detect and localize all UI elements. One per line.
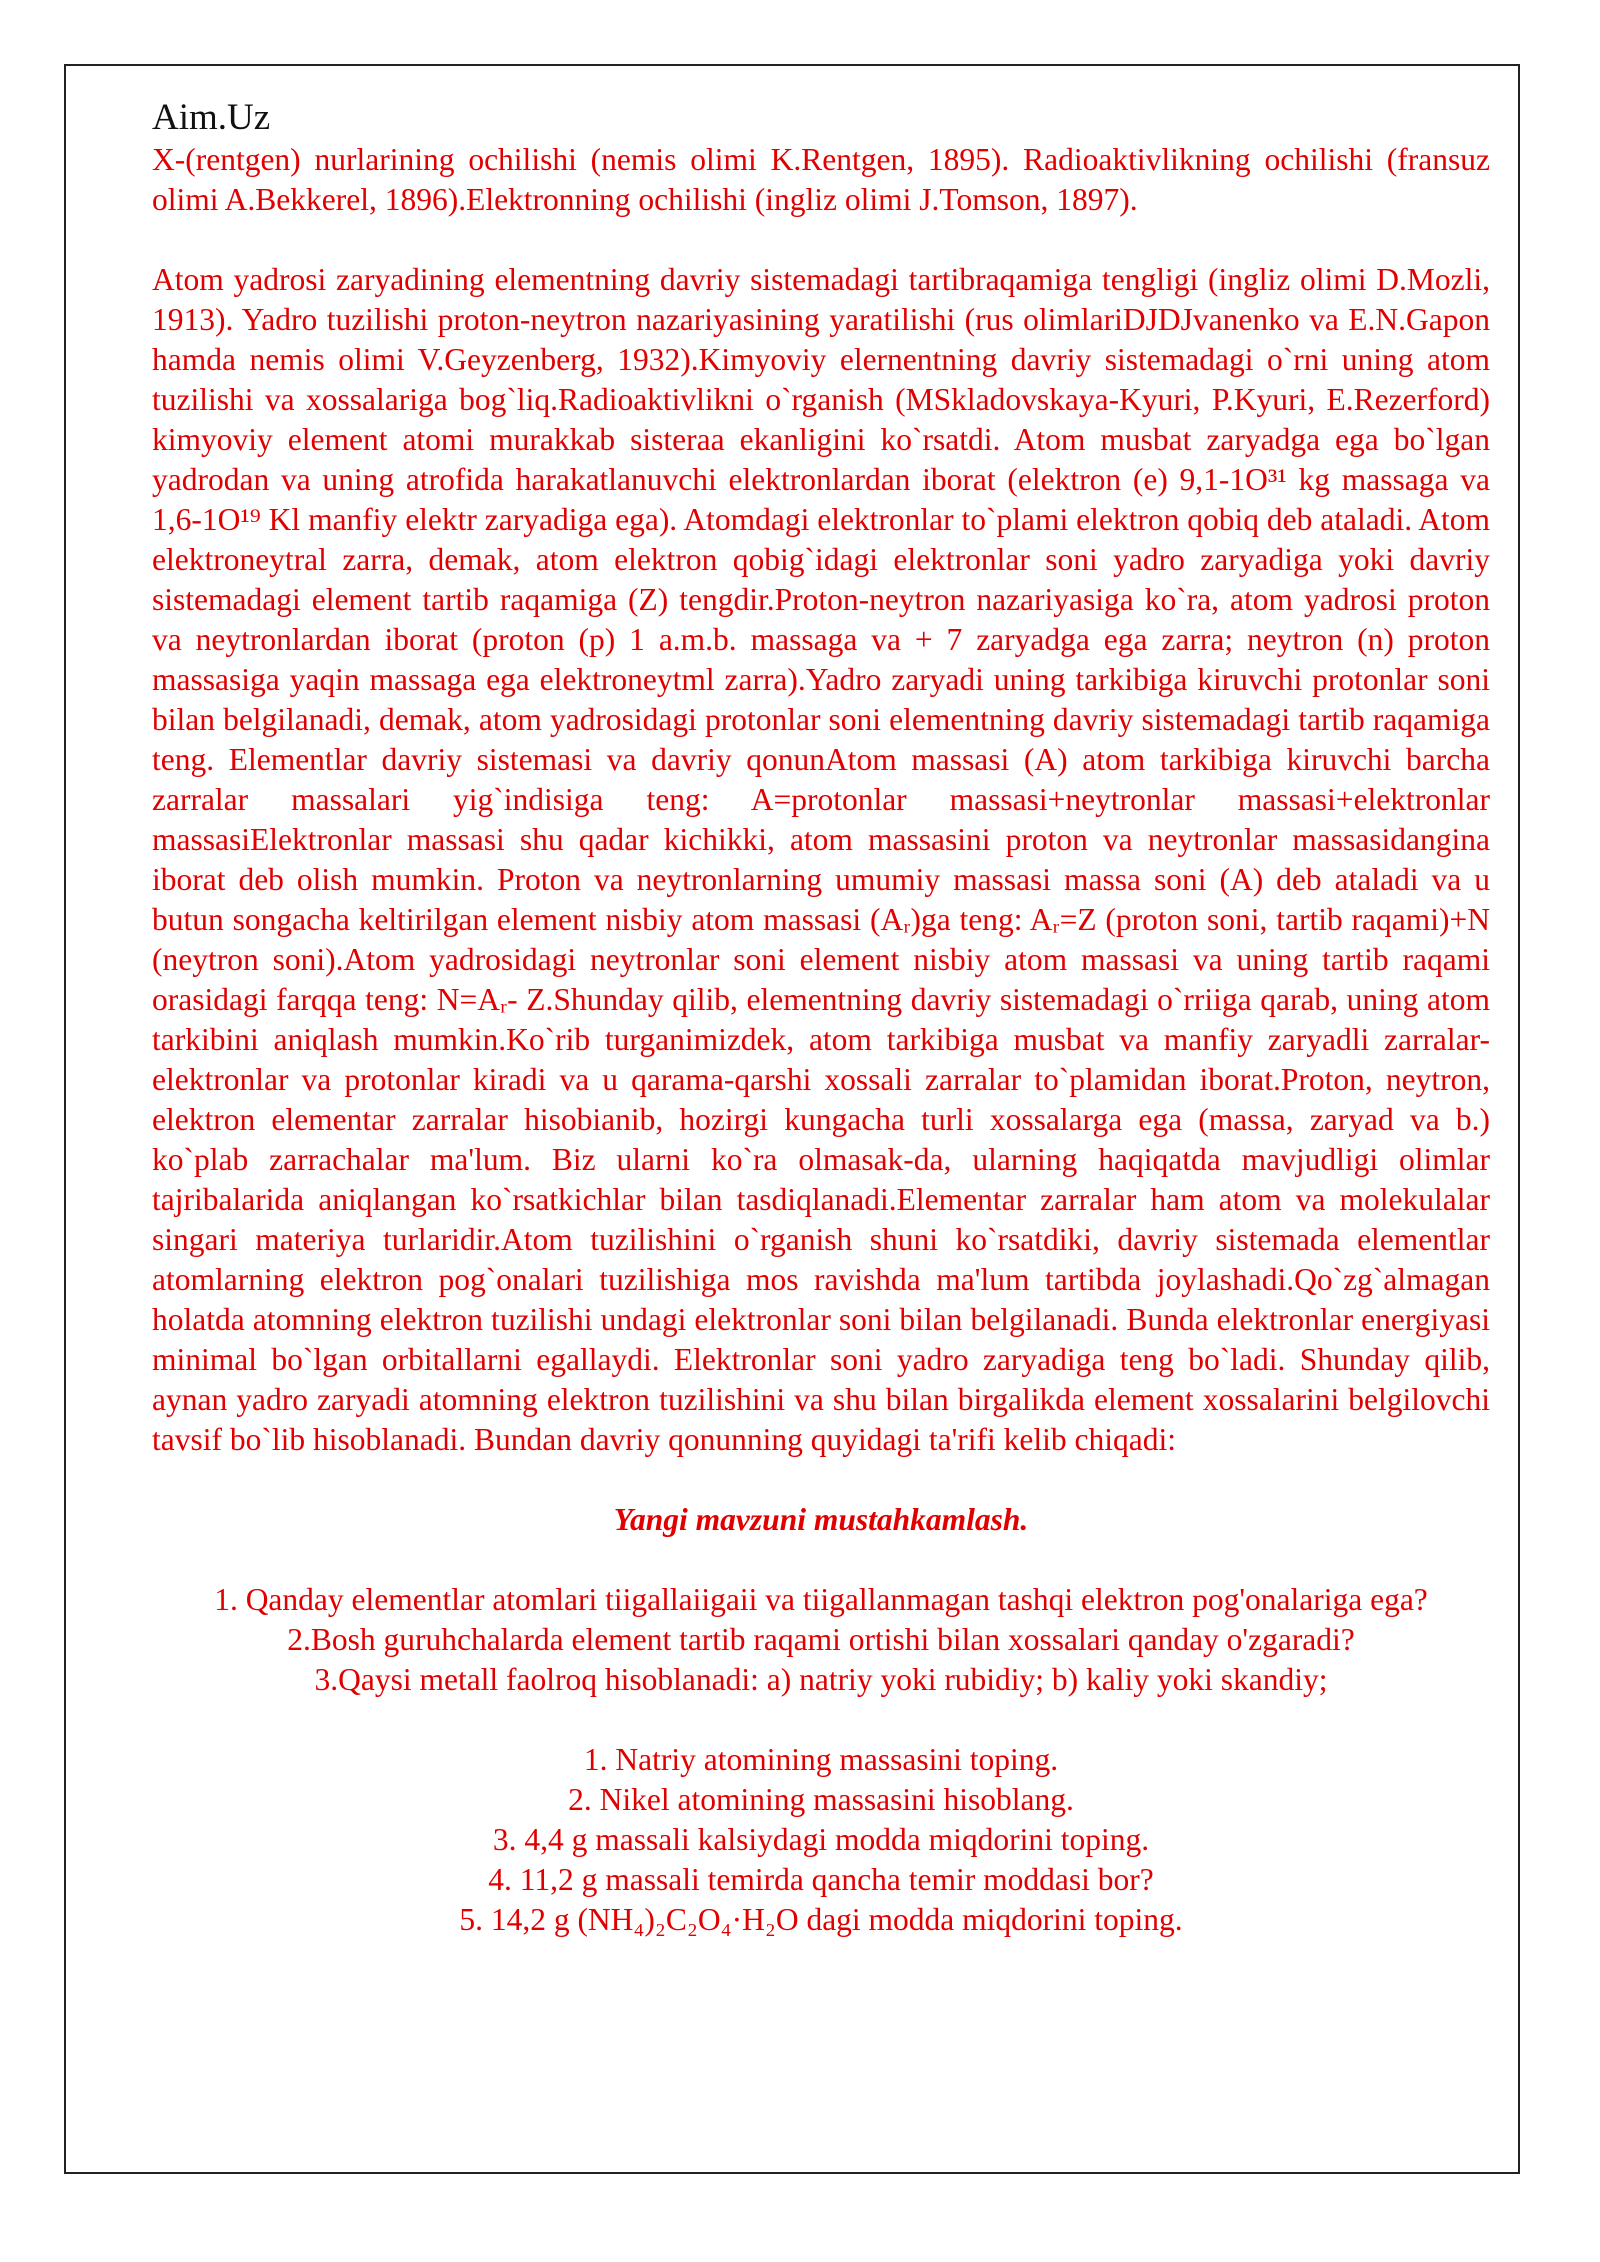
task-item: 5. 14,2 g (NH₄)₂C₂O₄·H₂O dagi modda miqdorini toping. — [459, 1902, 1183, 1937]
site-header: Aim.Uz — [152, 97, 271, 138]
question-item: 1. Qanday elementlar atomlari tiigallaiigaii va tiigallanmagan tashqi elektron pog'onalariga ega? — [214, 1582, 1428, 1617]
document-body — [152, 96, 1490, 1940]
main-paragraph: Atom yadrosi zaryadining elementning davriy sistemadagi tartibraqamiga tengligi (ingliz olimi D.Mozli, 1913). Yadro tuzilishi proton-neytron nazariyasining yaratilishi (rus olimlariDJDJvanenko va E.N.Gapon hamda nemis olimi V.Geyzenberg, 1932).Kimyoviy elernentning davriy sistemadagi o`rni uning atom tuzilishi va xossalariga bog`liq.Radioaktivlikni o`rganish (MSkladovskaya-Kyuri, P.Kyuri, E.Rezerford) kimyoviy element atomi murakkab sisteraa ekanligini ko`rsatdi. Atom musbat zaryadga ega bo`lgan yadrodan va uning atrofida harakatlanuvchi elektronlardan iborat (elektron (e) 9,1-1O³¹ kg massaga va 1,6-1O¹⁹ Kl manfiy elektr zaryadiga ega). Atomdagi elektronlar to`plami elektron qobiq deb ataladi. Atom elektroneytral zarra, demak, atom elektron qobig`idagi elektronlar soni yadro zaryadiga yoki davriy sistemadagi element tartib raqamiga (Z) tengdir.Proton-neytron nazariyasiga ko`ra, atom yadrosi proton va neytronlardan iborat (proton (p) 1 a.m.b. massaga va + 7 zaryadga ega zarra; neytron (n) proton massasiga yaqin massaga ega elektroneytml zarra).Yadro zaryadi uning tarkibiga kiruvchi protonlar soni bilan belgilanadi, demak, atom yadrosidagi protonlar soni elementning davriy sistemadagi tartib raqamiga teng. Elementlar davriy sistemasi va davriy qonunAtom massasi (A) atom tarkibiga kiruvchi barcha zarralar massalari yig`indisiga teng: A=protonlar massasi+neytronlar massasi+elektronlar massasiElektronlar massasi shu qadar kichikki, atom massasini proton va neytronlar massasidangina iborat deb olish mumkin. Proton va neytronlarning umumiy massasi massa soni (A) deb ataladi va u butun songacha keltirilgan element nisbiy atom massasi (Aᵣ)ga teng: Aᵣ=Z (proton soni, tartib raqami)+N (neytron soni).Atom yadrosidagi neytronlar soni element nisbiy atom massasi va uning tartib raqami orasidagi farqqa teng: N=Aᵣ- Z.Shunday qilib, elementning davriy sistemadagi o`rriiga qarab, uning atom tarkibini aniqlash mumkin.Ko`rib turganimizdek, atom tarkibiga musbat va manfiy zaryadli zarralar-elektronlar va protonlar kiradi va u qarama-qarshi xossali zarralar to`plamidan iborat.Proton, neytron, elektron elementar zarralar hisobianib, hozirgi kungacha turli xossalarga ega (massa, zaryad va b.) ko`plab zarrachalar ma'lum. Biz ularni ko`ra olmasak-da, ularning haqiqatda mavjudligi olimlar tajribalarida aniqlangan ko`rsatkichlar bilan tasdiqlanadi.Elementar zarralar ham atom va molekulalar singari materiya turlaridir.Atom tuzilishini o`rganish shuni ko`rsatdiki, davriy sistemada elementlar atomlarning elektron pog`onalari tuzilishiga mos ravishda ma'lum tartibda joylashadi.Qo`zg`almagan holatda atomning elektron tuzilishi undagi elektronlar soni bilan belgilanadi. Bunda elektronlar energiyasi minimal bo`lgan orbitallarni egallaydi. Elektronlar soni yadro zaryadiga teng bo`ladi. Shunday qilib, aynan yadro zaryadi atomning elektron tuzilishini va shu bilan birgalikda element xossalarini belgilovchi tavsif bo`lib hisoblanadi. Bundan davriy qonunning quyidagi ta'rifi kelib chiqadi: — [152, 262, 1490, 1457]
question-item: 3.Qaysi metall faolroq hisoblanadi: a) natriy yoki rubidiy; b) kaliy yoki skandiy; — [314, 1662, 1328, 1697]
task-list — [152, 1740, 1490, 1940]
section-heading: Yangi mavzuni mustahkamlash. — [613, 1502, 1029, 1537]
list-gap — [152, 1700, 1490, 1740]
paragraph-gap — [152, 220, 1490, 260]
intro-paragraph: X-(rentgen) nurlarining ochilishi (nemis olimi K.Rentgen, 1895). Radioaktivlikning ochilishi (fransuz olimi A.Bekkerel, 1896).Elektronning ochilishi (ingliz olimi J.Tomson, 1897). — [152, 142, 1490, 217]
question-item: 2.Bosh guruhchalarda element tartib raqami ortishi bilan xossalari qanday o'zgaradi? — [287, 1622, 1355, 1657]
question-list — [152, 1580, 1490, 1700]
task-item: 1. Natriy atomining massasini toping. — [583, 1742, 1059, 1777]
task-item: 2. Nikel atomining massasini hisoblang. — [568, 1782, 1074, 1817]
task-item: 3. 4,4 g massali kalsiydagi modda miqdorini toping. — [492, 1822, 1150, 1857]
task-item: 4. 11,2 g massali temirda qancha temir moddasi bor? — [488, 1862, 1154, 1897]
